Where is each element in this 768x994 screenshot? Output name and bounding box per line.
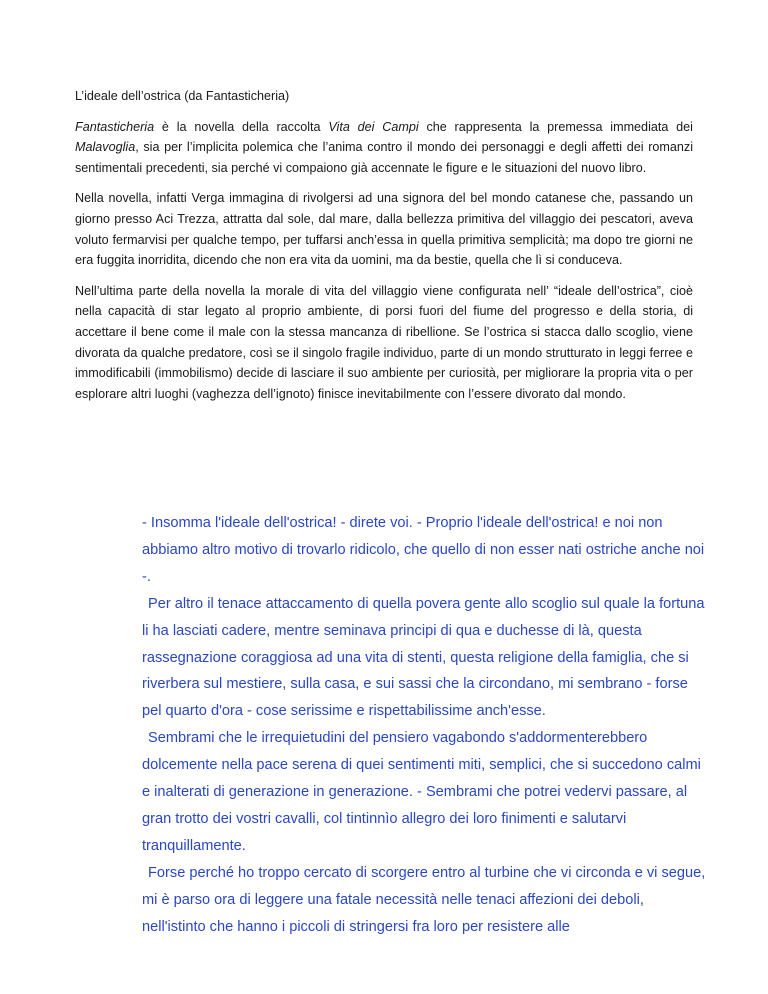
paragraph-1-text-b: che rappresenta la premessa immediata dei [418,119,693,134]
paragraph-2: Nella novella, infatti Verga immagina di rivolgersi ad una signora del bel mondo catanese che, passando un giorno presso Aci Trezza, attratta dal sole, dal mare, dalla bellezza primitiva del villaggio dei pescatori, aveva voluto fermarvisi per qualche tempo, per tuffarsi anch’essa in quella primitiva semplicità; ma dopo tre giorni ne era fuggita inorridita, dicendo che non era vita da uomini, ma da bestie, quella che lì si conduceva. [75,191,693,268]
work-title: Fantasticheria [75,119,155,134]
paragraph-1-text-c: , sia per l’implicita polemica che l’anima contro il mondo dei personaggi e degli affetti dei romanzi sentimentali precedenti, sia perché vi compaiono già accennate le figure e le situazioni del nuovo libro. [75,140,693,175]
quotation-block [142,510,710,941]
quote-paragraph-1: - Insomma l'ideale dell'ostrica! - direte voi. - Proprio l'ideale dell'ostrica! e noi non abbiamo altro motivo di trovarlo ridicolo, che quello di non esser nati ostriche anche noi -. [142,515,705,585]
collection-title: Vita dei Campi [328,119,419,134]
novel-title: Malavoglia [75,140,136,155]
intro-section [75,86,693,414]
paragraph-1 [75,117,693,179]
paragraph-3: Nell’ultima parte della novella la morale di vita del villaggio viene configurata nell’ “ideale dell’ostrica”, cioè nella capacità di star legato al proprio ambiente, di porsi fuori del fiume del progresso e della storia, di accettare il bene come il male con la stessa mancanza di ribellione. Se l’ostrica si stacca dallo scoglio, viene divorata da qualche predatore, così se il singolo fragile individuo, parte di un mondo strutturato in leggi ferree e immodificabili (immobilismo) decide di lasciare il suo ambiente per curiosità, per migliorare la propria vita o per esplorare altri luoghi (vaghezza dell’ignoto) finisce inevitabilmente con l’essere divorato dal mondo. [75,283,693,401]
quote-paragraph-4: Forse perché ho troppo cercato di scorgere entro al turbine che vi circonda e vi segue, mi è parso ora di leggere una fatale necessità nelle tenaci affezioni dei deboli, nell'istinto che hanno i piccoli di stringersi fra loro per resistere alle [142,864,706,935]
quote-paragraph-3: Sembrami che le irrequietudini del pensiero vagabondo s'addormenterebbero dolcemente nella pace serena di quei sentimenti miti, semplici, che si succedono calmi e inalterati di generazione in generazione. - Sembrami che potrei vedervi passare, al gran trotto dei vostri cavalli, col tintinnìo allegro dei loro finimenti e salutarvi tranquillamente. [142,730,701,854]
quote-paragraph-2: Per altro il tenace attaccamento di quella povera gente allo scoglio sul quale la fortuna li ha lasciati cadere, mentre seminava principi di qua e duchesse di là, questa rassegnazione coraggiosa ad una vita di stenti, questa religione della famiglia, che si riverbera sul mestiere, sulla casa, e sui sassi che la circondano, mi sembrano - forse pel quarto d'ora - cose serissime e rispettabilissime anch'esse. [142,595,705,720]
paragraph-1-text-a: è la novella della raccolta [154,119,329,134]
document-title: L’ideale dell’ostrica (da Fantasticheria) [75,89,290,103]
